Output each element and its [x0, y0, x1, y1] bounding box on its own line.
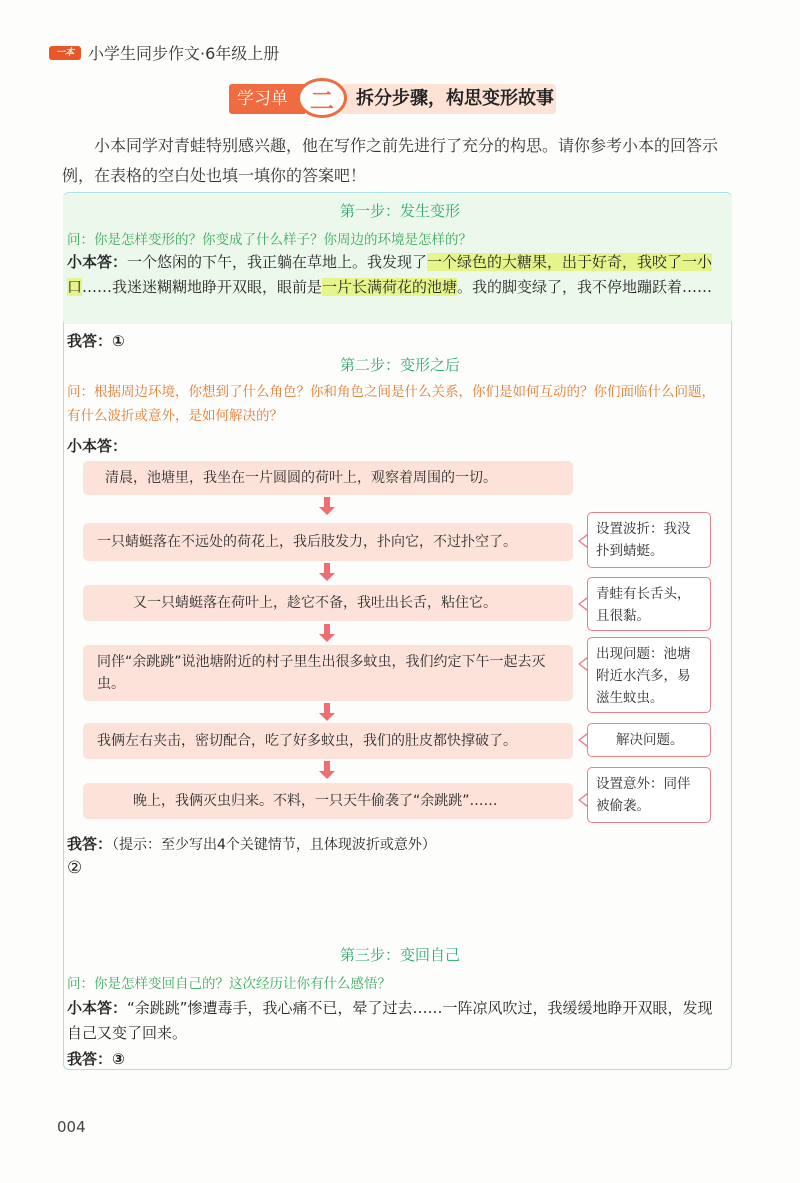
- step1-my-answer[interactable]: 我答：①: [67, 332, 125, 350]
- note-pointer-1: [578, 534, 587, 548]
- note-accident: 设置意外：同伴被偷袭。: [587, 767, 711, 823]
- flow-step-6: 晚上，我俩灭虫归来。不料，一只天牛偷袭了“余跳跳”……: [83, 783, 573, 819]
- flow-step-5: 我俩左右夹击，密切配合，吃了好多蚊虫，我们的肚皮都快撑破了。: [83, 723, 573, 759]
- step2-my-answer-hint: （提示：至少写出4个关键情节，且体现波折或意外）: [112, 837, 436, 853]
- step1-question: 问：你是怎样变形的？你变成了什么样子？你周边的环境是怎样的？: [67, 232, 472, 248]
- note-long-tongue: 青蛙有长舌头，且很黏。: [587, 577, 711, 631]
- step2-my-answer-label: 我答：: [67, 835, 113, 853]
- note-problem: 出现问题：池塘附近水汽多，易滋生蚊虫。: [587, 637, 711, 713]
- note-pointer-3: [578, 657, 587, 671]
- step1-answer-label: 小本答：: [67, 253, 128, 271]
- step2-my-answer[interactable]: [67, 833, 436, 854]
- note-pointer-5: [578, 793, 587, 807]
- flow-step-1: 清晨，池塘里，我坐在一片圆圆的荷叶上，观察着周围的一切。: [83, 461, 573, 495]
- step1-answer-c: 。我的脚变绿了，我不停地蹦跃着……: [457, 278, 713, 296]
- step1-answer-b: ……我迷迷糊糊地睁开双眼，眼前是: [82, 278, 323, 296]
- series-badge: 一本: [49, 46, 81, 60]
- step3-answer-label: 小本答：: [67, 999, 128, 1017]
- note-solve: 解决问题。: [587, 723, 711, 757]
- note-twist: 设置波折：我没扑到蜻蜓。: [587, 512, 711, 568]
- intro-paragraph: 小本同学对青蛙特别感兴趣，他在写作之前先进行了充分的构思。请你参考小本的回答示例，在表格的空白处也填一填你的答案吧！: [62, 136, 719, 185]
- flow-step-2: 一只蜻蜓落在不远处的荷花上，我后肢发力，扑向它，不过扑空了。: [83, 523, 573, 561]
- step1-answer-a: 一个悠闲的下午，我正躺在草地上。我发现了: [127, 253, 428, 271]
- flow-step-3: 又一只蜻蜓落在荷叶上，趁它不备，我吐出长舌，粘住它。: [83, 585, 573, 621]
- note-pointer-2: [578, 597, 587, 611]
- step1-answer-highlight-1: 一个绿色的大糖果，出于好奇，我咬了一小口: [67, 253, 713, 296]
- step2-question: 问：根据周边环境，你想到了什么角色？你和角色之间是什么关系，你们是如何互动的？你们面临什么问题，有什么波折或意外，是如何解决的？: [67, 384, 715, 424]
- worksheet-title: 拆分步骤，构思变形故事: [342, 84, 556, 114]
- step2-title: 第二步：变形之后: [339, 356, 460, 374]
- step1-answer: [67, 250, 727, 300]
- worksheet-tag: 学习单: [229, 84, 305, 114]
- note-pointer-4: [578, 733, 587, 747]
- step2-answer-label: 小本答：: [67, 437, 128, 455]
- page-number: 004: [57, 1118, 86, 1136]
- book-title: 小学生同步作文·6年级上册: [88, 44, 280, 63]
- step3-title: 第三步：变回自己: [339, 946, 460, 964]
- flow-step-4: 同伴“余跳跳”说池塘附近的村子里生出很多蚊虫，我们约定下午一起去灭虫。: [83, 645, 573, 701]
- step1-answer-highlight-2: 一片长满荷花的池塘: [322, 278, 458, 296]
- step3-question: 问：你是怎样变回自己的？这次经历让你有什么感悟？: [67, 976, 391, 992]
- step3-answer: [67, 996, 727, 1046]
- step3-answer-body: “余跳跳”惨遭毒手，我心痛不已，晕了过去……一阵凉风吹过，我缓缓地睁开双眼，发现自己又变了回来。: [67, 999, 713, 1042]
- worksheet-number: 二: [297, 78, 347, 118]
- step2-answer-slot[interactable]: ②: [67, 858, 83, 878]
- step3-my-answer[interactable]: 我答：③: [67, 1050, 125, 1068]
- step1-title: 第一步：发生变形: [339, 202, 460, 220]
